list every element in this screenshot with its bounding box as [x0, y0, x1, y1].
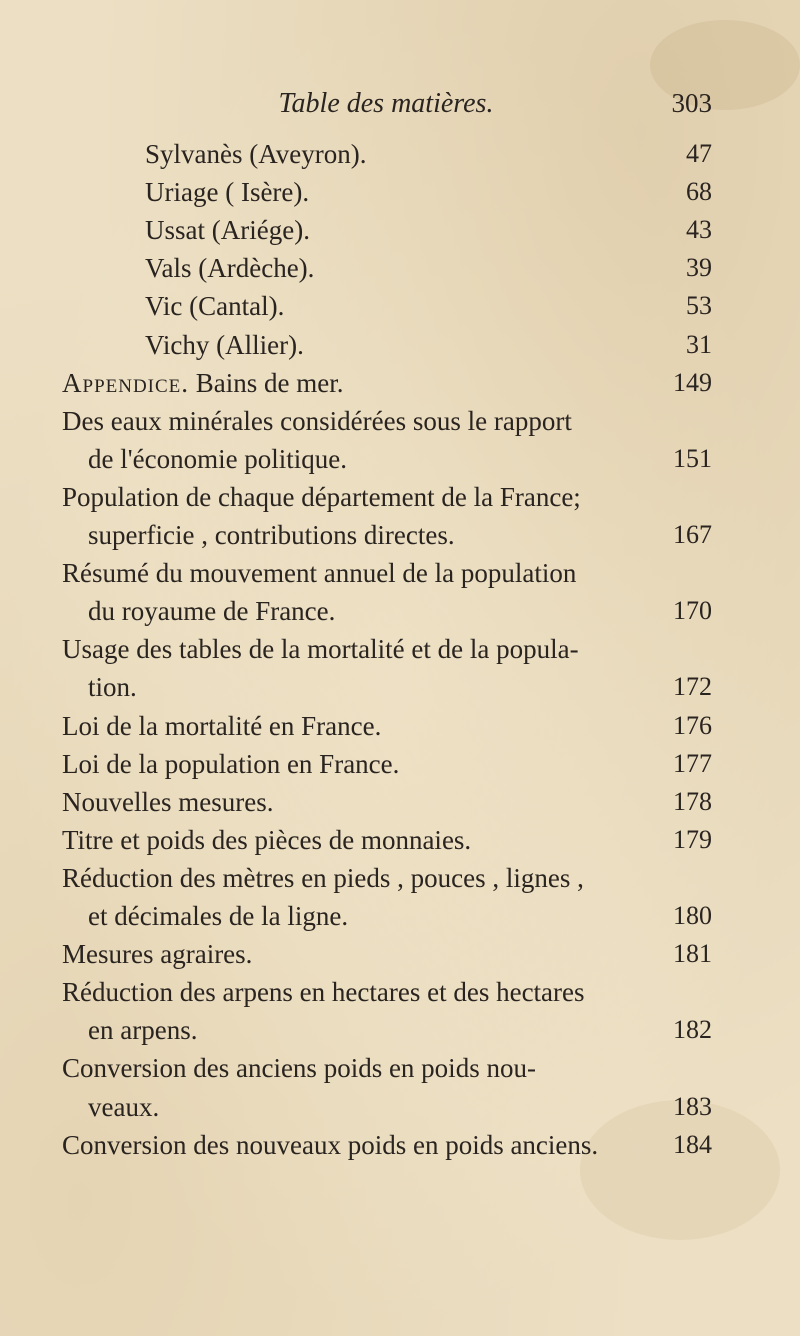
toc-entry-text: Mesures agraires.: [62, 939, 253, 970]
running-header: [60, 82, 712, 126]
toc-entry-continuation: veaux.: [88, 1091, 160, 1122]
toc-page-number: 177: [673, 748, 712, 778]
toc-page-number: 43: [686, 215, 712, 245]
toc-page-number: 53: [686, 291, 712, 321]
toc-entry-text: Sylvanès (Aveyron).: [145, 139, 367, 169]
toc-entry-text: Appendice. Bains de mer.: [62, 367, 344, 398]
toc-entry-text: Conversion des anciens poids en poids nou-: [62, 1053, 536, 1084]
toc-entry-text: Conversion des nouveaux poids en poids anciens.: [62, 1129, 599, 1160]
toc-entry-text: Titre et poids des pièces de monnaies.: [62, 824, 472, 855]
toc-entry-text: Uriage ( Isère).: [145, 177, 310, 208]
toc-entry-text: Résumé du mouvement annuel de la population: [62, 558, 577, 589]
toc-entry-text: Vic (Cantal).: [145, 291, 285, 322]
toc-entry-text: Loi de la mortalité en France.: [62, 710, 382, 741]
toc-entry-continuation: du royaume de France.: [88, 596, 336, 627]
toc-page-number: 172: [673, 672, 712, 702]
toc-page-number: 170: [673, 596, 712, 626]
toc-page-number: 176: [673, 710, 712, 740]
toc-page-number: 180: [673, 901, 712, 930]
toc-entry-text: Réduction des mètres en pieds , pouces , lignes ,: [62, 862, 584, 893]
toc-entry-text: Des eaux minérales considérées sous le rapport: [62, 405, 572, 436]
toc-page-number: 178: [673, 786, 712, 816]
toc-page-number: 68: [686, 177, 712, 207]
appendix-label: Appendice.: [62, 367, 190, 398]
toc-entry-text: Ussat (Ariége).: [145, 215, 310, 246]
toc-entry-text: Réduction des arpens en hectares et des hectares: [62, 977, 585, 1008]
toc-page-number: 184: [673, 1129, 712, 1159]
toc-page-number: 183: [673, 1091, 712, 1121]
page-number: 303: [671, 88, 712, 118]
toc-page-number: 182: [673, 1015, 712, 1045]
toc-page-number: 149: [673, 367, 712, 397]
toc-entry-text: Vichy (Allier).: [145, 329, 304, 360]
toc-entry-continuation: en arpens.: [88, 1015, 198, 1046]
toc-entry-text: Nouvelles mesures.: [62, 786, 274, 817]
toc-entry-text: Loi de la population en France.: [62, 748, 400, 779]
toc-page-number: 151: [673, 443, 712, 473]
toc-entry-text: Vals (Ardèche).: [145, 253, 315, 284]
toc-page-number: 179: [673, 824, 712, 854]
toc-entry-continuation: superficie , contributions directes.: [88, 520, 455, 550]
toc-page-number: 31: [686, 329, 712, 359]
toc-entry-continuation: et décimales de la ligne.: [88, 901, 349, 931]
toc-entry-continuation: de l'économie politique.: [88, 443, 348, 474]
toc-page-number: 47: [686, 139, 712, 168]
toc-entry-text: Population de chaque département de la France;: [62, 481, 581, 512]
running-title: Table des matières.: [278, 88, 494, 119]
toc-entry-text: Usage des tables de la mortalité et de la popula-: [62, 634, 579, 665]
toc-entry-continuation: tion.: [88, 672, 137, 703]
toc-page-number: 39: [686, 253, 712, 283]
toc-page-number: 181: [673, 939, 712, 969]
toc-page-number: 167: [673, 520, 712, 549]
